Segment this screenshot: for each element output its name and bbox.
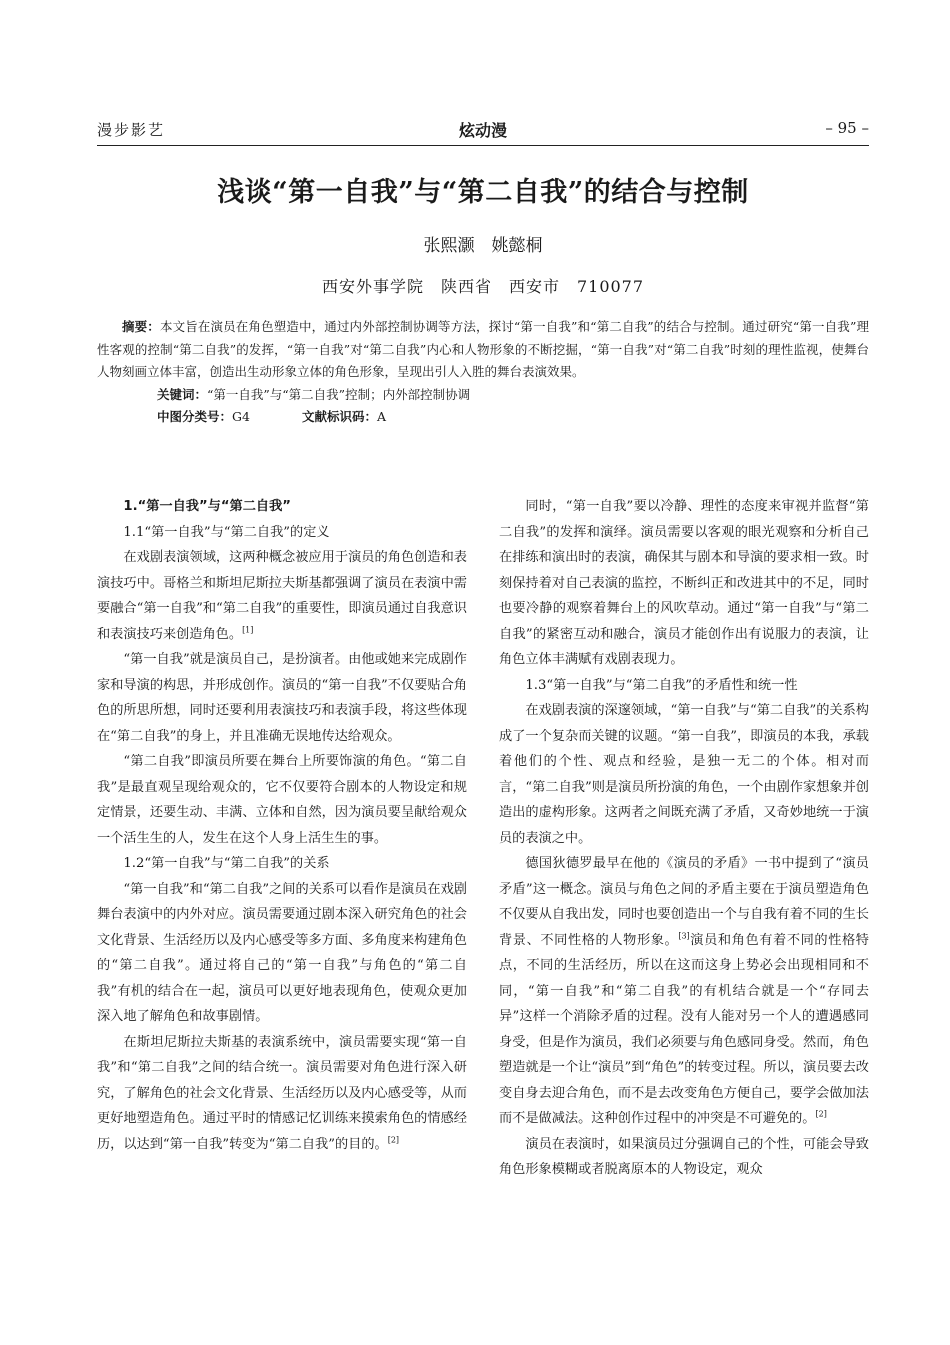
doc-code-value: A — [376, 409, 387, 424]
subsection-heading: 1.3“第一自我”与“第二自我”的矛盾性和统一性 — [525, 677, 798, 693]
body-paragraph: “第二自我”即演员所要在舞台上所要饰演的角色。“第二自我”是最直观呈现给观众的，它不仅要符合剧本的人物设定和规定情景，还要生动、丰满、立体和自然，因为演员要呈献给观众一个活生生的人，发生在这个人身上活生生的事。 — [97, 754, 467, 846]
article-title: 浅谈“第一自我”与“第二自我”的结合与控制 — [217, 177, 749, 208]
body-paragraph: 德国狄德罗最早在他的《演员的矛盾》一书中提到了“演员矛盾”这一概念。演员与角色之间的矛盾主要在于演员塑造角色不仅要从自我出发，同时也要创造出一个与自我有着不同的生长背景、不同性格的人物形象。[3]演员和角色有着不同的性格特点，不同的生活经历，所以在这而这身上势必会出现相同和不同，“第一自我”和“第二自我”的有机结合就是一个“存同去异”这样一个消除矛盾的过程。没有人能对另一个人的遭遇感同身受，但是作为演员，我们必须要与角色感同身受。然而，角色塑造就是一个让“演员”到“角色”的转变过程。所以，演员要去改变自身去迎合角色，而不是去改变角色方便自己，要学会做加法而不是做减法。这种创作过程中的冲突是不可避免的。[2] — [499, 856, 869, 1126]
body-paragraph: 在戏剧表演领域，这两种概念被应用于演员的角色创造和表演技巧中。哥格兰和斯坦尼斯拉夫斯基都强调了演员在表演中需要融合“第一自我”和“第二自我”的重要性，即演员通过自我意识和表演技巧来创造角色。[1] — [97, 550, 467, 642]
body-paragraph: 在戏剧表演的深邃领域，“第一自我”与“第二自我”的关系构成了一个复杂而关键的议题。“第一自我”，即演员的本我，承载着他们的个性、观点和经验，是独一无二的个体。相对而言，“第二自我”则是演员所扮演的角色，一个由剧作家想象并创造出的虚构形象。这两者之间既充满了矛盾，又奇妙地统一于演员的表演之中。 — [499, 703, 869, 846]
body-column-right — [499, 494, 869, 1183]
abstract-text: 本文旨在演员在角色塑造中，通过内外部控制协调等方法，探讨“第一自我”和“第二自我”的结合与控制。通过研究“第一自我”理性客观的控制“第二自我”的发挥，“第一自我”对“第二自我”内心和人物形象的不断挖掘，“第一自我”对“第二自我”时刻的理性监视，使舞台人物刻画立体丰富，创造出生动形象立体的角色形象，呈现出引人入胜的舞台表演效果。 — [97, 319, 869, 379]
column-name: 漫步影艺 — [97, 121, 166, 139]
citation-ref: [3] — [678, 931, 690, 941]
running-head — [97, 119, 869, 145]
subsection-heading: 1.1“第一自我”与“第二自我”的定义 — [123, 524, 330, 540]
abstract-paragraph — [97, 316, 869, 384]
body-paragraph: 同时，“第一自我”要以冷静、理性的态度来审视并监督“第二自我”的发挥和演绎。演员需要以客观的眼光观察和分析自己在排练和演出时的表演，确保其与剧本和导演的要求相一致。时刻保持着对自己表演的监控，不断纠正和改进其中的不足，同时也要冷静的观察着舞台上的风吹草动。通过“第一自我”与“第二自我”的紧密互动和融合，演员才能创作出有说服力的表演，让角色立体丰满赋有戏剧表现力。 — [499, 499, 869, 667]
page-number: – 95 – — [825, 119, 869, 137]
journal-name: 炫动漫 — [458, 121, 507, 140]
section-heading: 1.“第一自我”与“第二自我” — [123, 499, 291, 514]
keywords-text: “第一自我”与“第二自我”控制；内外部控制协调 — [207, 386, 471, 402]
article-authors: 张熙灏 姚懿桐 — [423, 236, 543, 256]
header-rule — [97, 145, 869, 146]
citation-ref: [2] — [815, 1109, 827, 1119]
doc-code-label: 文献标识码： — [301, 409, 377, 424]
citation-ref: [1] — [242, 625, 254, 635]
abstract-label: 摘要： — [122, 319, 160, 334]
keywords-line — [97, 384, 869, 407]
body-paragraph: “第一自我”就是演员自己，是扮演者。由他或她来完成剧作家和导演的构思，并形成创作。演员的“第一自我”不仅要贴合角色的所思所想，同时还要利用表演技巧和表演手段，将这些体现在“第二自我”的身上，并且准确无误地传达给观众。 — [97, 652, 467, 744]
citation-ref: [2] — [387, 1135, 400, 1145]
keywords-label: 关键词： — [157, 386, 208, 402]
author-affiliation: 西安外事学院 陕西省 西安市 710077 — [321, 277, 645, 296]
subsection-heading: 1.2“第一自我”与“第二自我”的关系 — [123, 856, 330, 871]
clc-value: G4 — [232, 409, 250, 424]
classification-line — [97, 406, 869, 429]
abstract-block — [97, 316, 869, 429]
body-paragraph: 演员在表演时，如果演员过分强调自己的个性，可能会导致角色形象模糊或者脱离原本的人物设定，观众 — [499, 1136, 869, 1177]
clc-label: 中图分类号： — [157, 409, 233, 424]
body-paragraph: 在斯坦尼斯拉夫斯基的表演系统中，演员需要实现“第一自我”和“第二自我”之间的结合统一。演员需要对角色进行深入研究，了解角色的社会文化背景、生活经历以及内心感受等，从而更好地塑造角色。通过平时的情感记忆训练来摸索角色的情感经历，以达到“第一自我”转变为“第二自我”的目的。[2] — [97, 1034, 467, 1152]
body-paragraph: “第一自我”和“第二自我”之间的关系可以看作是演员在戏剧舞台表演中的内外对应。演员需要通过剧本深入研究角色的社会文化背景、生活经历以及内心感受等多方面、多角度来构建角色的“第二自我”。通过将自己的“第一自我”与角色的“第二自我”有机的结合在一起，演员可以更好地表现角色，使观众更加深入地了解角色和故事剧情。 — [97, 881, 467, 1024]
body-column-left — [97, 494, 467, 1157]
